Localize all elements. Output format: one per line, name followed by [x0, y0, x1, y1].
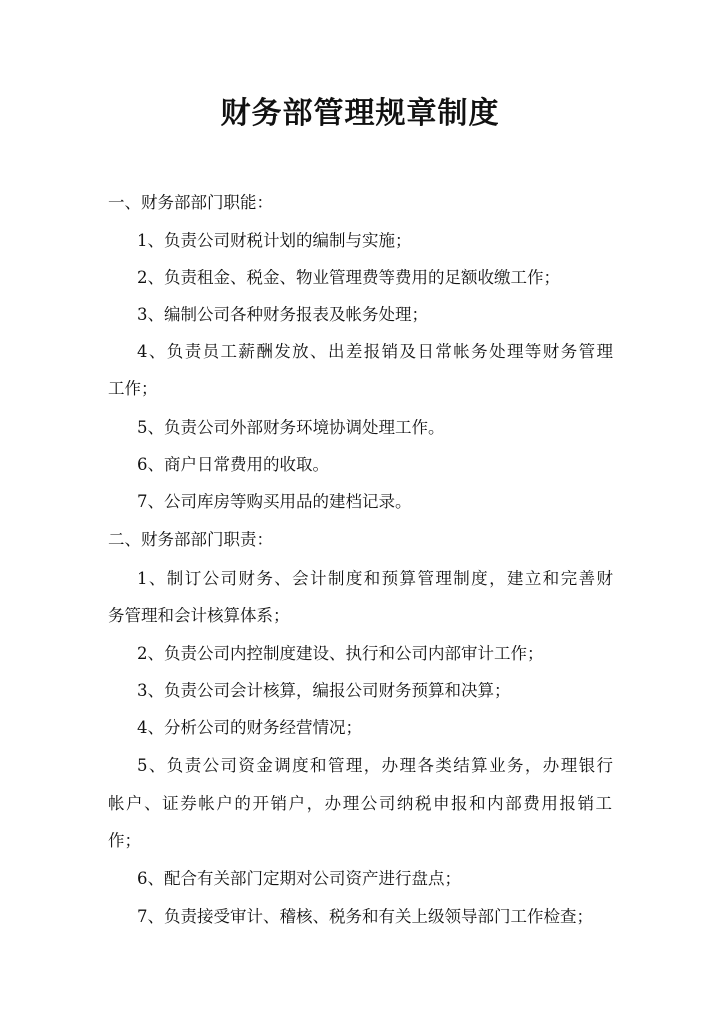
- section-2-item-1-cont: 务管理和会计核算体系；: [108, 606, 290, 625]
- section-1-item-3: 3、编制公司各种财务报表及帐务处理；: [137, 305, 428, 324]
- section-1-item-5: 5、负责公司外部财务环境协调处理工作。: [137, 418, 445, 437]
- section-1-item-2: 2、负责租金、税金、物业管理费等费用的足额收缴工作；: [137, 268, 560, 287]
- section-1-heading: 一、财务部部门职能：: [108, 193, 273, 212]
- section-1-item-6: 6、商户日常费用的收取。: [137, 455, 329, 474]
- section-2-item-2: 2、负责公司内控制度建设、执行和公司内部审计工作；: [137, 644, 544, 663]
- section-2-item-6: 6、配合有关部门定期对公司资产进行盘点；: [137, 869, 461, 888]
- section-2-item-1: 1、制订公司财务、会计制度和预算管理制度，建立和完善财: [137, 569, 613, 588]
- section-2-item-5-cont-2: 作；: [108, 831, 141, 850]
- section-2-heading: 二、财务部部门职责：: [108, 530, 273, 549]
- section-1-item-7: 7、公司库房等购买用品的建档记录。: [137, 492, 412, 511]
- section-2-item-5: 5、负责公司资金调度和管理，办理各类结算业务，办理银行: [137, 756, 613, 775]
- section-2-item-7: 7、负责接受审计、稽核、税务和有关上级领导部门工作检查；: [137, 907, 593, 926]
- section-2-item-4: 4、分析公司的财务经营情况；: [137, 718, 362, 737]
- document-title: 财务部管理规章制度: [220, 96, 500, 131]
- section-1-item-4: 4、负责员工薪酬发放、出差报销及日常帐务处理等财务管理: [137, 342, 613, 361]
- section-1-item-4-cont: 工作；: [108, 379, 158, 398]
- section-2-item-3: 3、负责公司会计核算，编报公司财务预算和决算；: [137, 681, 511, 700]
- section-1-item-1: 1、负责公司财税计划的编制与实施；: [137, 231, 412, 250]
- section-2-item-5-cont-1: 帐户、证券帐户的开销户，办理公司纳税申报和内部费用报销工: [108, 794, 612, 813]
